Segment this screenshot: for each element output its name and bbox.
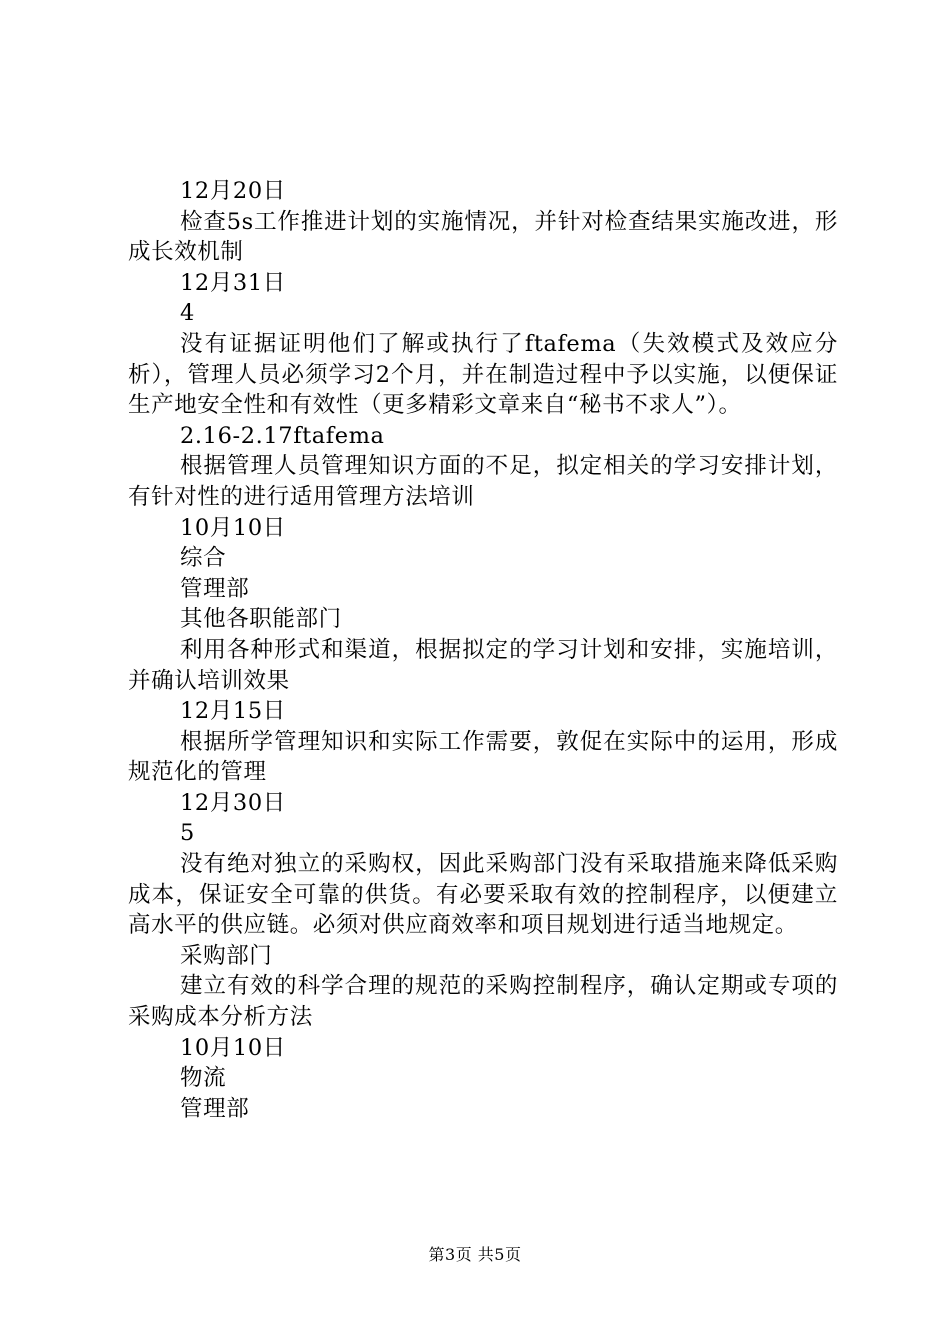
paragraph-purchasing-issue: 没有绝对独立的采购权，因此采购部门没有采取措施来降低采购成本，保证安全可靠的供货。有必要采取有效的控制程序，以便建立高水平的供应链。必须对供应商效率和项目规划进行适当地规定。 xyxy=(128,851,838,939)
paragraph-department: 物流 xyxy=(180,1065,227,1092)
paragraph-date: 12月30日 xyxy=(180,789,286,816)
paragraph-date: 12月20日 xyxy=(180,178,286,204)
paragraph-5s-check: 检查5s工作推进计划的实施情况，并针对检查结果实施改进，形成长效机制 xyxy=(128,208,838,266)
paragraph-application: 根据所学管理知识和实际工作需要，敦促在实际中的运用，形成规范化的管理 xyxy=(128,728,838,786)
paragraph-item-number: 5 xyxy=(180,820,195,847)
paragraph-purchasing-procedure: 建立有效的科学合理的规范的采购控制程序，确认定期或专项的采购成本分析方法 xyxy=(128,973,838,1031)
paragraph-fmea-issue: 没有证据证明他们了解或执行了ftafema（失效模式及效应分析），管理人员必须学习2个月，并在制造过程中予以实施，以便保证生产地安全性和有效性（更多精彩文章来自“秘书不求人”）。 xyxy=(128,330,838,419)
paragraph-training-implementation: 利用各种形式和渠道，根据拟定的学习计划和安排，实施培训，并确认培训效果 xyxy=(128,636,838,694)
paragraph-date: 12月15日 xyxy=(180,698,286,725)
paragraph-date: 12月31日 xyxy=(180,269,286,296)
paragraph-date: 10月10日 xyxy=(180,514,286,541)
document-body xyxy=(128,176,838,1124)
paragraph-training-plan: 根据管理人员管理知识方面的不足，拟定相关的学习安排计划，有针对性的进行适用管理方法培训 xyxy=(128,453,838,510)
paragraph-department: 管理部 xyxy=(180,575,250,602)
paragraph-department: 采购部门 xyxy=(180,942,273,969)
paragraph-clause-ref: 2.16-2.17ftafema xyxy=(180,422,385,449)
paragraph-date: 10月10日 xyxy=(180,1034,286,1061)
paragraph-department: 综合 xyxy=(180,545,227,572)
paragraph-department: 管理部 xyxy=(180,1095,250,1122)
page-number-footer: 第3页 共5页 xyxy=(428,1245,522,1264)
paragraph-item-number: 4 xyxy=(180,300,195,327)
paragraph-department: 其他各职能部门 xyxy=(180,606,342,633)
